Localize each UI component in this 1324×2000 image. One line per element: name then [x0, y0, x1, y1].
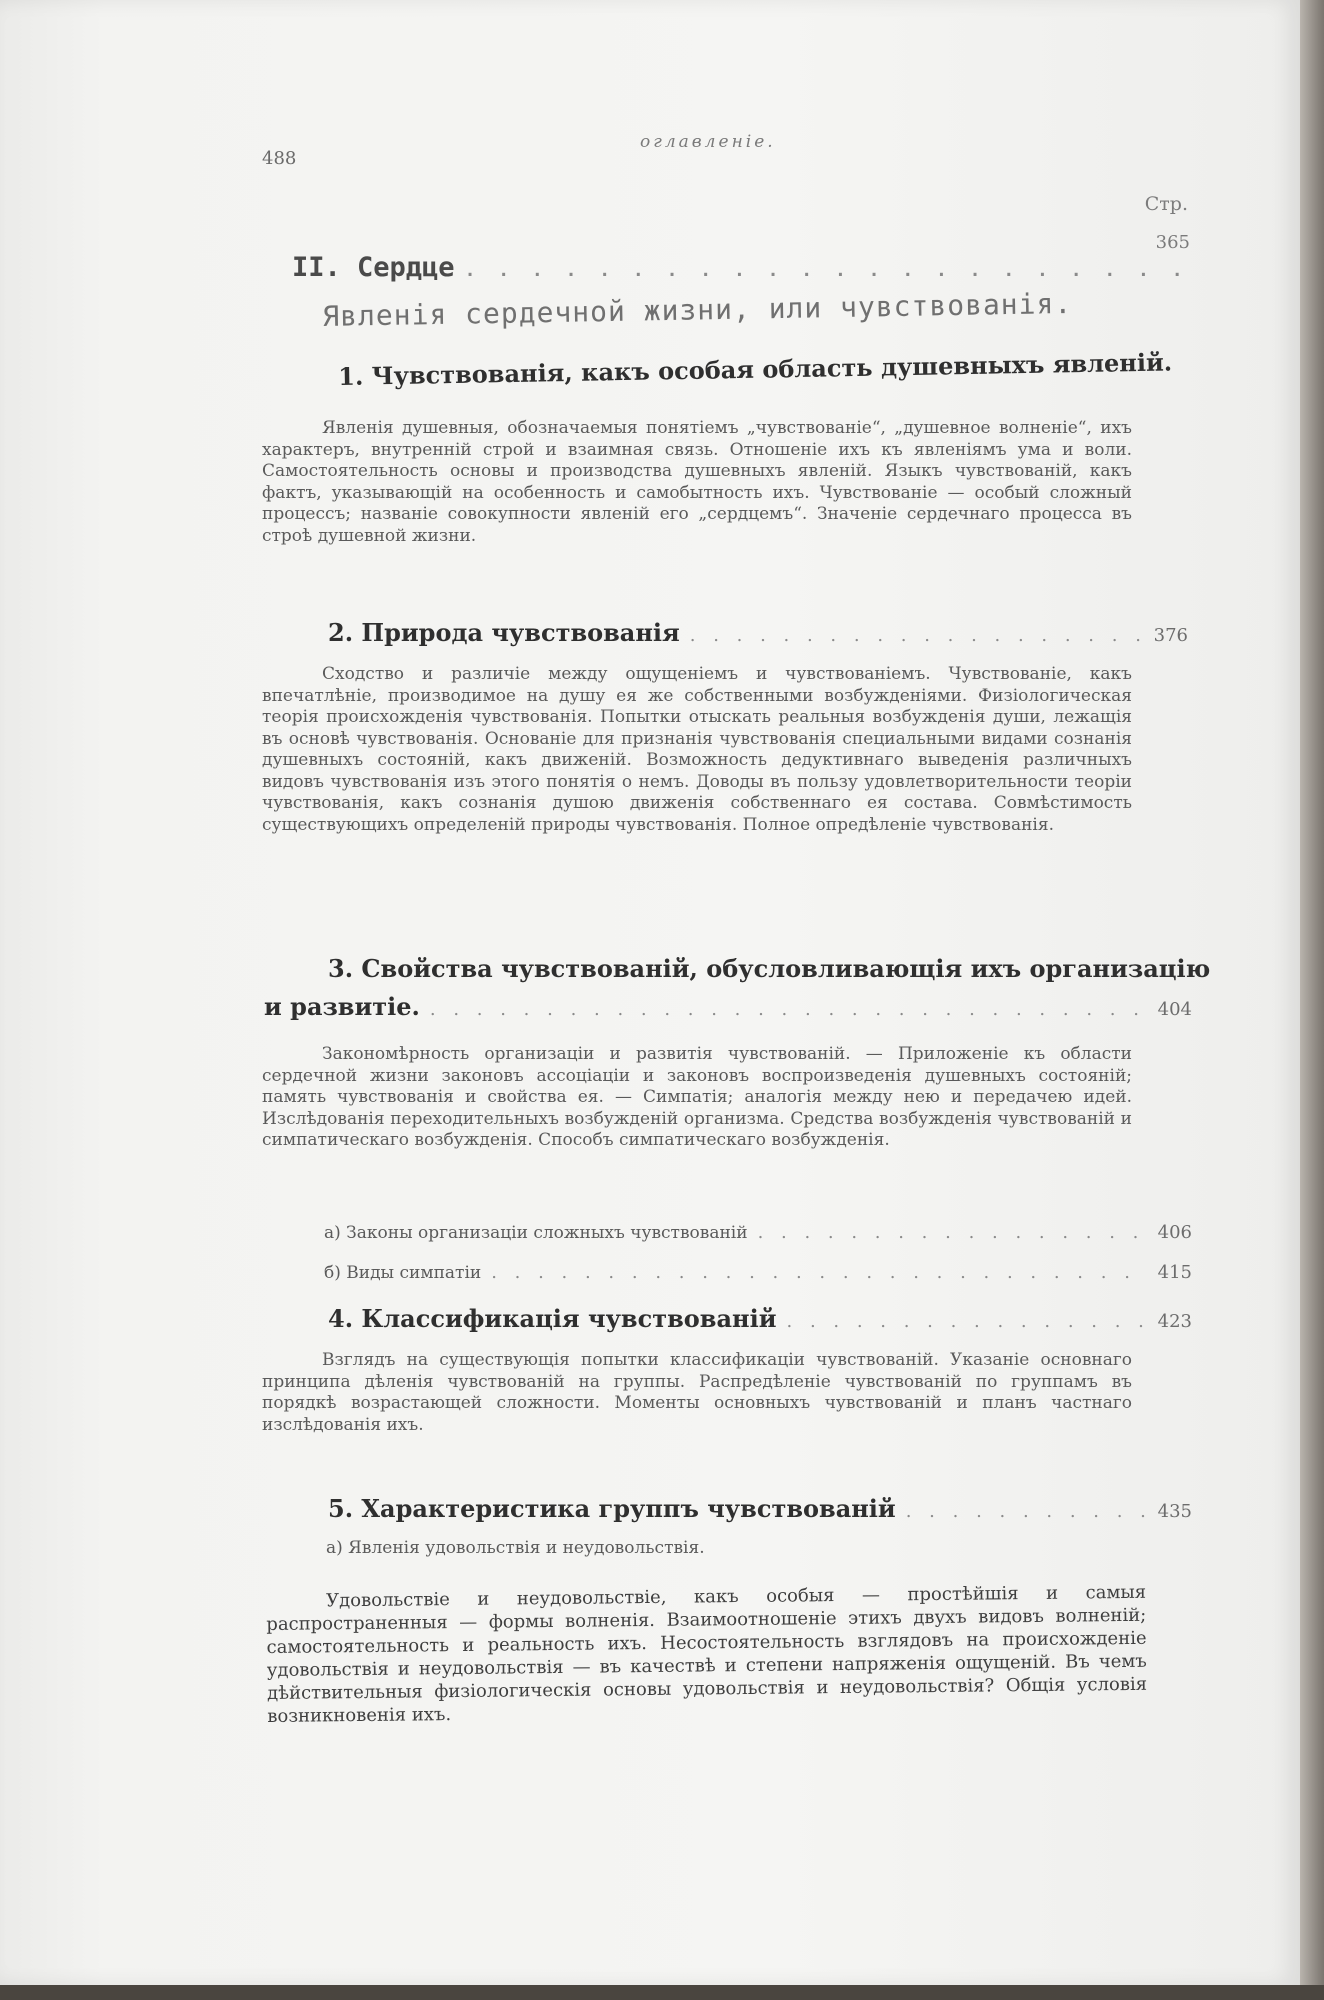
leader-dots [465, 260, 1182, 281]
sub-entry-page: 406 [1157, 1222, 1192, 1243]
toc-part-entry [292, 252, 1192, 283]
book-page-edge [1300, 0, 1324, 2000]
leader-dots [758, 1222, 1148, 1243]
chapter-5-title: 5. Характеристика группъ чувствованій [328, 1494, 896, 1523]
toc-sub-entry [324, 1262, 1192, 1283]
sub-entry-label: б) Виды симпатіи [324, 1263, 482, 1283]
toc-entry-chapter-4 [328, 1304, 1192, 1333]
leader-dots [491, 1262, 1147, 1283]
running-head: оглавленіе. [640, 132, 776, 152]
leader-dots [430, 999, 1148, 1020]
chapter-2-page: 376 [1153, 625, 1188, 646]
toc-sub-entry [324, 1222, 1192, 1243]
section-title: Явленія сердечной жизни, или чувствованія. [322, 286, 1073, 333]
page-column-label: Стр. [1144, 193, 1188, 215]
chapter-2-summary: Сходство и различіе между ощущеніемъ и чувствованіемъ. Чувствованіе, какъ впечатлѣніе, производимое на душу ея же собственными возбужденіями. Физіологическая теорія происхожденія чувствованія. Попытки отыскать реальныя возбужденія души, лежащія въ основѣ чувствованія. Основаніе для признанія чувствованія специальными видами сознанія душевныхъ состояній, какъ движеній. Возможность дедуктивнаго выведенія различныхъ видовъ чувствованія изъ этого понятія о немъ. Доводы въ пользу удовлетворительности теоріи чувствованія, какъ сознанія душою движенія собственнаго ея состава. Совмѣстимость существующихъ определеній природы чувствованія. Полное опредѣленіе чувствованія. [262, 664, 1132, 835]
part-page-number: 365 [1155, 232, 1190, 253]
leader-dots [690, 625, 1144, 646]
toc-entry-chapter-2 [328, 618, 1188, 647]
page-number: 488 [262, 148, 297, 169]
sub-heading-label: а) Явленія удовольствія и неудовольствія. [326, 1538, 705, 1558]
chapter-5-page: 435 [1157, 1501, 1192, 1522]
book-bottom-edge [0, 1985, 1324, 2000]
toc-entry-chapter-3 [264, 992, 1192, 1021]
chapter-3-title-line2: и развитіе. [264, 992, 420, 1021]
chapter-5-summary: Удовольствіе и неудовольствіе, какъ особыя — простѣйшія и самыя распространенныя — формы волненія. Взаимоотношеніе этихъ двухъ видовъ волненій; самостоятельность и реальность ихъ. Несостоятельность взглядовъ на происхожденіе удовольствія и неудовольствія — въ качествѣ и степени напряженія ощущеній. Въ чемъ дѣйствительныя физіологическія основы удовольствія и неудовольствія? Общія условія возникновенія ихъ. [266, 1581, 1148, 1727]
chapter-4-page: 423 [1157, 1311, 1192, 1332]
chapter-1-title: 1. Чувствованія, какъ особая область душевныхъ явленій. [338, 347, 1173, 391]
sub-entry-label: а) Законы организаціи сложныхъ чувствованій [324, 1223, 748, 1243]
toc-entry-chapter-5 [328, 1494, 1192, 1523]
toc-sub-heading [326, 1538, 1026, 1558]
leader-dots [787, 1311, 1148, 1332]
chapter-3-title-line1: 3. Свойства чувствованій, обусловливающія ихъ организацію [328, 954, 1211, 983]
chapter-3-page: 404 [1157, 999, 1192, 1020]
leader-dots [906, 1501, 1148, 1522]
chapter-2-title: 2. Природа чувствованія [328, 618, 680, 647]
chapter-1-summary: Явленія душевныя, обозначаемыя понятіемъ „чувствованіе“, „душевное волненіе“, ихъ характеръ, внутренній строй и взаимная связь. Отношеніе ихъ къ явленіямъ ума и воли. Самостоятельность основы и производства душевныхъ явленій. Языкъ чувствованій, какъ фактъ, указывающій на особенность и самобытность ихъ. Чувствованіе — особый сложный процессъ; названіе совокупности явленій его „сердцемъ“. Значеніе сердечнаго процесса въ строѣ душевной жизни. [262, 418, 1132, 546]
chapter-4-title: 4. Классификація чувствованій [328, 1304, 777, 1333]
part-label: II. Сердце [292, 252, 455, 283]
sub-entry-page: 415 [1157, 1262, 1192, 1283]
chapter-4-summary: Взглядъ на существующія попытки классификаціи чувствованій. Указаніе основнаго принципа дѣленія чувствованій на группы. Распредѣленіе чувствованій по группамъ въ порядкѣ возрастающей сложности. Моменты основныхъ чувствованій и планъ частнаго изслѣдованія ихъ. [262, 1350, 1132, 1435]
chapter-3-summary: Закономѣрность организаціи и развитія чувствованій. — Приложеніе къ области сердечной жизни законовъ ассоціаціи и законовъ воспроизведенія душевныхъ состояній; память чувствованія и свойства ея. — Симпатія; аналогія между нею и передачею идей. Изслѣдованія переходительныхъ возбужденій организма. Средства возбужденія чувствованій и симпатическаго возбужденія. Способъ симпатическаго возбужденія. [262, 1044, 1132, 1150]
